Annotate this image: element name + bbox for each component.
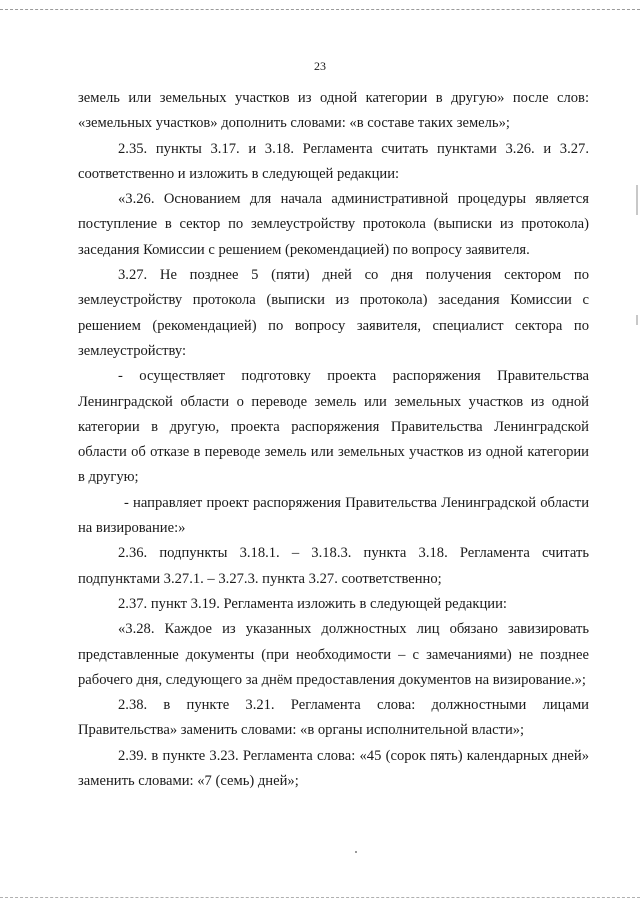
paragraph: земель или земельных участков из одной категории в другую» после слов: «земельных участков» дополнить словами: «в составе таких земель»; [78, 90, 589, 132]
paragraph: 2.38. в пункте 3.21. Регламента слова: должностными лицами Правительства» заменить словами: «в органы исполнительной власти»; [78, 697, 589, 739]
paragraph: «3.26. Основанием для начала административной процедуры является поступление в сектор по землеустройству протокола (выписки из протокола) заседания Комиссии с решением (рекомендацией) по вопросу заявителя. [78, 191, 589, 258]
paragraph: «3.28. Каждое из указанных должностных лиц обязано завизировать представленные документы (при необходимости – с замечаниями) не позднее рабочего дня, следующего за днём предоставления документов на визирование.»; [78, 621, 589, 688]
scan-speck [355, 851, 357, 853]
scan-bottom-edge [0, 897, 640, 898]
list-item: - направляет проект распоряжения Правительства Ленинградской области на визирование:» [78, 494, 589, 537]
list-item: - осуществляет подготовку проекта распоряжения Правительства Ленинградской области о переводе земель или земельных участков из одной категории в другую, проекта распоряжения Правительства Ленинградской области об отказе в переводе земель или земельных участков из одной категории в другую; [78, 368, 589, 486]
document-body [78, 86, 589, 794]
paragraph: 2.39. в пункте 3.23. Регламента слова: «45 (сорок пять) календарных дней» заменить словами: «7 (семь) дней»; [78, 747, 589, 790]
paragraph: 2.37. пункт 3.19. Регламента изложить в следующей редакции: [118, 595, 507, 612]
paragraph: 3.27. Не позднее 5 (пяти) дней со дня получения сектором по землеустройству протокола (выписки из протокола) заседания Комиссии с решением (рекомендацией) по вопросу заявителя, специалист сектора по землеустройству: [78, 267, 589, 359]
scan-top-edge [0, 9, 640, 10]
paragraph: 2.36. подпункты 3.18.1. – 3.18.3. пункта 3.18. Регламента считать подпунктами 3.27.1. – 3.27.3. пункта 3.27. соответственно; [78, 545, 589, 587]
page-number: 23 [314, 59, 326, 73]
paragraph: 2.35. пункты 3.17. и 3.18. Регламента считать пунктами 3.26. и 3.27. соответственно и изложить в следующей редакции: [78, 140, 589, 182]
scan-margin-mark [636, 185, 638, 215]
scan-margin-mark [636, 315, 638, 325]
